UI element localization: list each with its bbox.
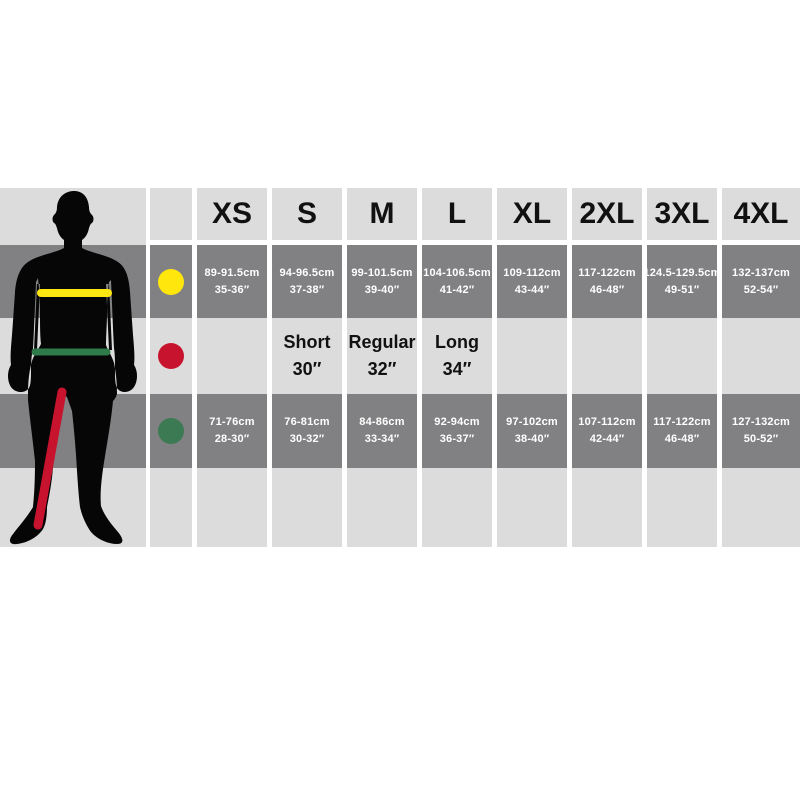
footer-cell-l [422, 468, 492, 547]
cm-range: 109-112cm [503, 266, 561, 279]
cm-range: 84-86cm [359, 416, 405, 428]
cm-range: 117-122cm [578, 266, 636, 279]
inch-range: 37-38″ [289, 283, 325, 296]
chest-cell-xs [197, 245, 267, 318]
chest-marker-cell [150, 245, 192, 318]
inside-leg-cell-4xl [722, 318, 800, 394]
fit-length: 30″ [292, 359, 322, 379]
footer-cell-4xl [722, 468, 800, 547]
chest-cell-xl [497, 245, 567, 318]
fit-label: Regular [348, 332, 416, 352]
inside-leg-cell-2xl [572, 318, 642, 394]
waist-marker-cell [150, 394, 192, 468]
inside-leg-cell-xl [497, 318, 567, 394]
inch-range: 43-44″ [514, 283, 550, 296]
cm-range: 117-122cm [653, 416, 711, 428]
waist-cell-xs [197, 394, 267, 468]
size-label: S [296, 197, 317, 230]
waist-cell-s [272, 394, 342, 468]
inch-range: 41-42″ [439, 283, 475, 296]
header-cell-3xl [647, 188, 717, 240]
footer-cell-m [347, 468, 417, 547]
inch-range: 50-52″ [743, 433, 779, 445]
size-label: L [447, 197, 467, 230]
cm-range: 97-102cm [506, 416, 558, 428]
cm-range: 76-81cm [284, 416, 330, 428]
chest-cell-s [272, 245, 342, 318]
waist-cell-l [422, 394, 492, 468]
inch-range: 36-37″ [439, 433, 475, 445]
cm-range: 104-106.5cm [423, 266, 491, 279]
footer-cell-marker [150, 468, 192, 547]
chest-cell-m [347, 245, 417, 318]
model-figure-svg [0, 188, 146, 547]
waist-cell-m [347, 394, 417, 468]
fit-label: Short [283, 332, 331, 352]
fit-length: 34″ [442, 359, 472, 379]
size-label: 2XL [579, 197, 635, 230]
size-chart-table [0, 188, 800, 547]
size-label: XS [211, 197, 253, 230]
inch-range: 38-40″ [514, 433, 550, 445]
cm-range: 99-101.5cm [351, 266, 413, 279]
chest-cell-l [422, 245, 492, 318]
cm-range: 127-132cm [731, 416, 791, 428]
green-dot-icon [158, 418, 184, 444]
fit-label: Long [435, 332, 479, 352]
cm-range: 89-91.5cm [204, 266, 260, 279]
waist-cell-2xl [572, 394, 642, 468]
inch-range: 46-48″ [664, 433, 700, 445]
chest-cell-4xl [722, 245, 800, 318]
waist-cell-xl [497, 394, 567, 468]
model-figure-panel [0, 188, 146, 547]
inch-range: 28-30″ [214, 433, 250, 445]
inch-range: 49-51″ [664, 283, 700, 296]
header-cell-2xl [572, 188, 642, 240]
header-cell-marker [150, 188, 192, 240]
inside-leg-marker-cell [150, 318, 192, 394]
inch-range: 52-54″ [743, 283, 779, 296]
header-cell-xl [497, 188, 567, 240]
red-dot-icon [158, 343, 184, 369]
header-cell-m [347, 188, 417, 240]
inch-range: 30-32″ [289, 433, 325, 445]
cm-range: 94-96.5cm [279, 266, 335, 279]
inside-leg-cell-l [422, 318, 492, 394]
size-label: XL [512, 197, 552, 230]
inch-range: 33-34″ [364, 433, 400, 445]
size-label: M [369, 197, 395, 230]
header-cell-4xl [722, 188, 800, 240]
inch-range: 35-36″ [214, 283, 250, 296]
footer-cell-3xl [647, 468, 717, 547]
footer-cell-xl [497, 468, 567, 547]
inside-leg-cell-3xl [647, 318, 717, 394]
inside-leg-cell-m [347, 318, 417, 394]
inside-leg-cell-s [272, 318, 342, 394]
inch-range: 42-44″ [589, 433, 625, 445]
size-label: 3XL [654, 197, 710, 230]
footer-cell-xs [197, 468, 267, 547]
yellow-dot-icon [158, 269, 184, 295]
size-label: 4XL [733, 197, 789, 230]
inch-range: 46-48″ [589, 283, 625, 296]
fit-length: 32″ [367, 359, 397, 379]
chest-cell-3xl [643, 245, 721, 318]
cm-range: 107-112cm [578, 416, 636, 428]
inside-leg-cell-xs [197, 318, 267, 394]
waist-cell-4xl [722, 394, 800, 468]
cm-range: 92-94cm [434, 416, 480, 428]
inch-range: 39-40″ [364, 283, 400, 296]
header-cell-s [272, 188, 342, 240]
cm-range: 71-76cm [209, 416, 255, 428]
header-cell-l [422, 188, 492, 240]
cm-range: 124.5-129.5cm [643, 266, 721, 279]
chest-cell-2xl [572, 245, 642, 318]
footer-cell-2xl [572, 468, 642, 547]
waist-cell-3xl [647, 394, 717, 468]
footer-cell-s [272, 468, 342, 547]
cm-range: 132-137cm [731, 266, 791, 279]
header-cell-xs [197, 188, 267, 240]
